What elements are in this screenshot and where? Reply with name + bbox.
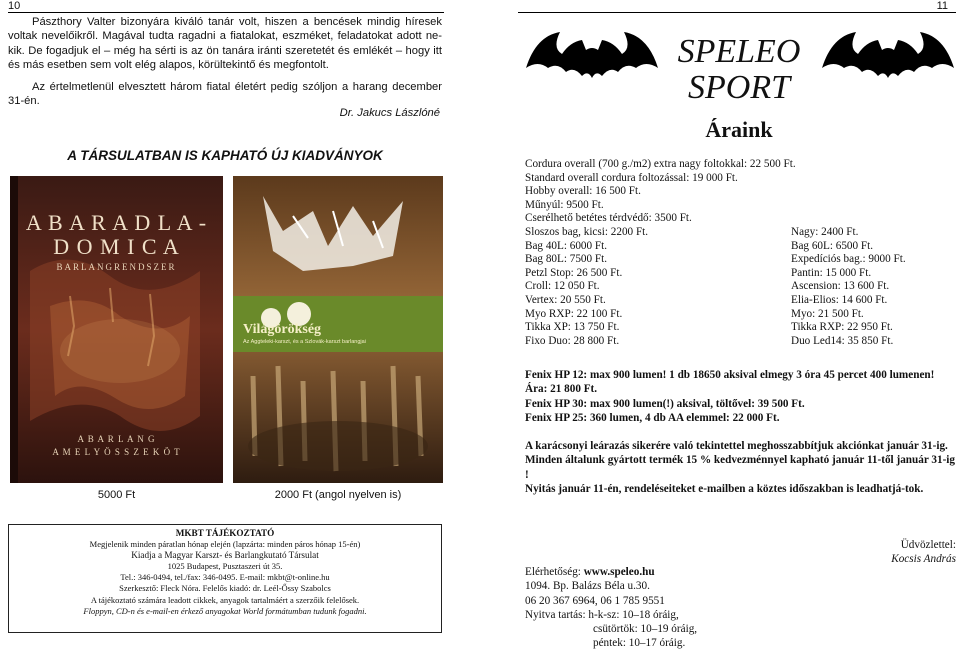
book1-price: 5000 Ft <box>97 489 136 501</box>
contact-block <box>525 565 775 651</box>
contact-address: 1094. Bp. Balázs Béla u.30. <box>525 580 650 593</box>
promo-section <box>525 439 955 496</box>
prices-title: Áraink <box>705 117 773 142</box>
greeting-block <box>760 538 956 567</box>
price-item: Sloszos bag, kicsi: 2200 Ft. <box>525 226 649 238</box>
speleo-sport-logo <box>666 34 812 106</box>
price-item: Standard overall cordura foltozással: 19 000 Ft. <box>525 171 738 184</box>
price-item: Croll: 12 050 Ft. <box>525 280 600 293</box>
book-cover-vilagorokseg <box>233 176 443 483</box>
price-item: Tikka XP: 13 750 Ft. <box>525 321 620 334</box>
book1-bottom-line2: A M E L Y Ö S S Z E K Ö T <box>52 447 181 457</box>
bat-right-icon <box>818 28 958 106</box>
speleo-logo-line2: SPORT <box>688 69 790 106</box>
book1-bottom-line1: A B A R L A N G <box>77 434 156 444</box>
info-box-line: Kiadja a Magyar Karszt- és Barlangkutató Társulat <box>131 550 319 561</box>
info-box-italic-line: Floppyn, CD-n és e-mail-en érkező anyagokat World formátumban tudunk fogadni. <box>83 605 367 616</box>
contact-website-link[interactable]: www.speleo.hu <box>583 566 655 578</box>
promo-paragraph: A karácsonyi leárazás sikerére való tekintettel meghosszabbítjuk akciónkat január 31-ig. <box>525 440 948 452</box>
contact-line <box>525 565 775 579</box>
price-item: Duo Led14: 35 850 Ft. <box>791 334 894 347</box>
bat-left-icon <box>522 28 662 106</box>
contact-phones: 06 20 367 6964, 06 1 785 9551 <box>525 594 665 607</box>
header-rule-left <box>8 12 444 13</box>
price-item: Myo RXP: 22 100 Ft. <box>525 307 623 320</box>
opening-hours-line3: péntek: 10–17 óráig. <box>593 637 686 650</box>
fenix-item: Fenix HP 25: 360 lumen, 4 db AA elemmel: 22 000 Ft. <box>525 411 780 424</box>
price-item: Fixo Duo: 28 800 Ft. <box>525 334 620 347</box>
greeting-name: Kocsis András <box>891 553 956 566</box>
price-item: Műnyúl: 9500 Ft. <box>525 198 604 211</box>
price-item: Vertex: 20 550 Ft. <box>525 293 606 306</box>
price-item: Nagy: 2400 Ft. <box>791 226 859 238</box>
price-item: Expedíciós bag.: 9000 Ft. <box>791 253 906 266</box>
article-paragraph-2: Az értelmetlenül elvesztett három fiatal életért pedig szóljon a harang december 31-én. <box>8 81 442 108</box>
price-item: Elia-Elios: 14 600 Ft. <box>791 293 888 306</box>
price-item: Cordura overall (700 g./m2) extra nagy foltokkal: 22 500 Ft. <box>525 158 796 170</box>
info-box-title: MKBT TÁJÉKOZTATÓ <box>175 528 275 538</box>
header-rule-right <box>518 12 956 13</box>
book2-subtitle: Az Aggteleki-karszt, és a Szlovák-karszt barlangjai <box>243 339 366 345</box>
book2-title: Világörökség <box>243 322 322 337</box>
info-box-line: A tájékoztató számára leadott cikkek, anyagok tartalmáért a szerzőik felelősek. <box>90 594 360 605</box>
price-list-right <box>791 226 906 348</box>
publications-heading: A TÁRSULATBAN IS KAPHATÓ ÚJ KIADVÁNYOK <box>67 148 383 163</box>
article-signature: Dr. Jakucs Lászlóné <box>339 107 440 119</box>
book1-subtitle: BARLANGRENDSZER <box>56 262 177 272</box>
fenix-lamps-section <box>525 368 955 425</box>
price-item: Petzl Stop: 26 500 Ft. <box>525 266 623 279</box>
speleo-logo-line1: SPELEO <box>677 33 801 70</box>
book-cover-baradla <box>10 176 223 483</box>
page-number-left: 10 <box>8 0 21 12</box>
info-box-line: Szerkesztő: Fleck Nóra. Felelős kiadó: dr. Leél-Őssy Szabolcs <box>119 583 331 594</box>
page-number-right: 11 <box>936 0 948 12</box>
price-item: Pantin: 15 000 Ft. <box>791 266 872 279</box>
fenix-item: Fenix HP 30: max 900 lumen(!) aksival, töltővel: 39 500 Ft. <box>525 397 805 410</box>
fenix-item: Fenix HP 12: max 900 lumen! 1 db 18650 aksival elmegy 3 óra 45 percet 400 lumenen! Ára: 21 800 Ft. <box>525 369 935 396</box>
price-item: Bag 60L: 6500 Ft. <box>791 239 874 252</box>
price-list-full <box>525 158 796 226</box>
price-item: Bag 80L: 7500 Ft. <box>525 253 608 266</box>
promo-paragraph: Minden általunk gyártott termék 15 % kedvezménnyel kapható január 11-től január 31-ig ! <box>525 454 955 481</box>
price-item: Myo: 21 500 Ft. <box>791 307 864 320</box>
price-item: Tikka RXP: 22 950 Ft. <box>791 321 893 334</box>
book1-title-line1: A B A R A D L A - <box>25 210 208 235</box>
info-box-line: 1025 Budapest, Pusztaszeri út 35. <box>167 561 283 572</box>
info-box-line: Megjelenik minden páratlan hónap elején (lapzárta: minden páros hónap 15-én) <box>89 539 361 550</box>
book2-price: 2000 Ft (angol nyelven is) <box>274 489 402 501</box>
price-item: Hobby overall: 16 500 Ft. <box>525 185 641 198</box>
price-item: Ascension: 13 600 Ft. <box>791 280 890 293</box>
opening-hours-line2: csütörtök: 10–19 óráig, <box>593 623 698 636</box>
book1-title-line2: D O M I C A <box>53 234 180 259</box>
price-list-left <box>525 226 648 348</box>
promo-paragraph: Nyitás január 11-én, rendeléseiteket e-mailben a köztes időszakban is leadhatjá-tok. <box>525 482 924 495</box>
article-paragraph-1: Pászthory Valter bizonyára kiváló tanár volt, hiszen a bencések mindig híresek voltak nevelőikről. Magával tudta ragadni a fiatalokat, eszméket, feladatokat adott ne-kik. De fogadjuk el – még ha sérti is az ön tanára iránti szeretetét és emlékét – hogy itt és más esetben sem volt elég alapos, körültekintő és megfontolt. <box>8 16 442 71</box>
greeting-label: Üdvözlettel: <box>900 539 956 551</box>
contact-label: Elérhetőség: <box>525 566 581 578</box>
mkbt-info-box <box>8 524 442 633</box>
opening-hours-line1: Nyitva tartás: h-k-sz: 10–18 óráig, <box>525 608 679 621</box>
price-item: Bag 40L: 6000 Ft. <box>525 239 608 252</box>
info-box-line: Tel.: 346-0494, tel./fax: 346-0495. E-mail: mkbt@t-online.hu <box>120 572 330 583</box>
price-item: Cserélhető betétes térdvédő: 3500 Ft. <box>525 212 692 225</box>
